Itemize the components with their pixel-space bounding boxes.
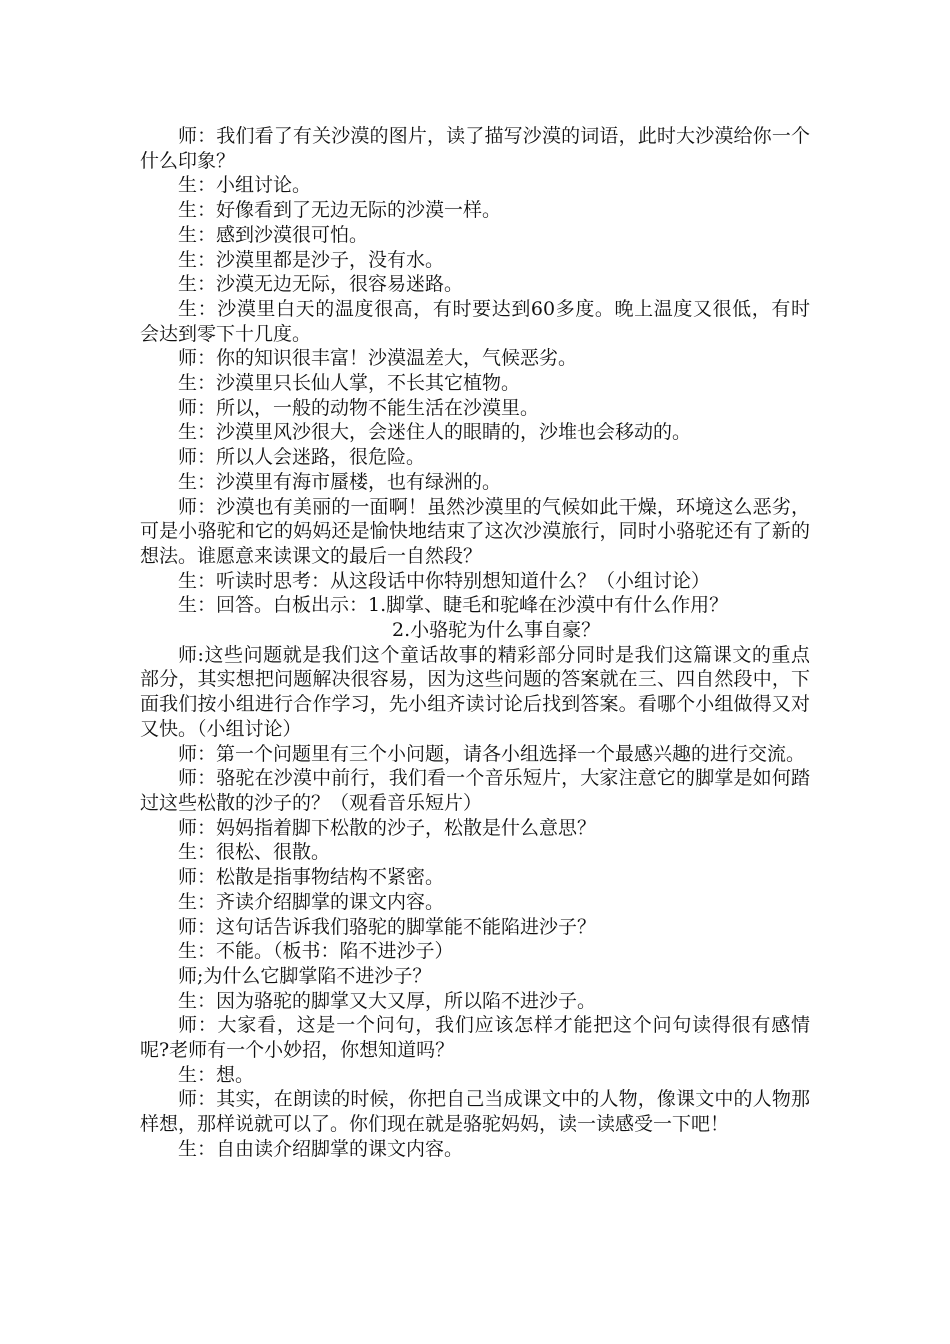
paragraph: 师：沙漠也有美丽的一面啊！虽然沙漠里的气候如此干燥，环境这么恶劣，可是小骆驼和它的妈妈还是愉快地结束了这次沙漠旅行，同时小骆驼还有了新的想法。谁愿意来读课文的最后一自然段？ bbox=[140, 495, 810, 567]
paragraph: 生：感到沙漠很可怕。 bbox=[178, 223, 369, 246]
paragraph: 生：沙漠里都是沙子，没有水。 bbox=[178, 248, 445, 271]
paragraph: 师：妈妈指着脚下松散的沙子，松散是什么意思？ bbox=[178, 816, 597, 839]
paragraph: 生：自由读介绍脚掌的课文内容。 bbox=[178, 1137, 464, 1160]
paragraph: 生：沙漠里白天的温度很高，有时要达到60多度。晚上温度又很低，有时会达到零下十几度。 bbox=[140, 297, 810, 345]
paragraph: 师:这些问题就是我们这个童话故事的精彩部分同时是我们这篇课文的重点部分，其实想把问题解决很容易，因为这些问题的答案就在三、四自然段中，下面我们按小组进行合作学习，先小组齐读讨论后找到答案。看哪个小组做得又对又快。（小组讨论） bbox=[140, 643, 810, 740]
paragraph: 生：很松、很散。 bbox=[178, 841, 331, 864]
paragraph: 师：大家看，这是一个问句，我们应该怎样才能把这个问句读得很有感情呢?老师有一个小妙招，你想知道吗？ bbox=[140, 1014, 810, 1062]
paragraph: 生：不能。（板书：陷不进沙子） bbox=[178, 940, 454, 963]
paragraph: 师：其实，在朗读的时候，你把自己当成课文中的人物，像课文中的人物那样想，那样说就可以了。你们现在就是骆驼妈妈，读一读感受一下吧！ bbox=[140, 1088, 810, 1136]
paragraph: 师：骆驼在沙漠中前行，我们看一个音乐短片，大家注意它的脚掌是如何踏过这些松散的沙子的？（观看音乐短片） bbox=[140, 767, 810, 814]
paragraph: 师：所以人会迷路，很危险。 bbox=[178, 446, 426, 469]
whiteboard-question-2: 2.小骆驼为什么事自豪？ bbox=[392, 619, 601, 642]
paragraph: 师：这句话告诉我们骆驼的脚掌能不能陷进沙子？ bbox=[178, 915, 597, 938]
paragraph: 生：沙漠里只长仙人掌，不长其它植物。 bbox=[178, 372, 521, 395]
paragraph: 师;为什么它脚掌陷不进沙子？ bbox=[178, 964, 432, 987]
paragraph: 生：回答。白板出示：1.脚掌、睫毛和驼峰在沙漠中有什么作用？ bbox=[178, 594, 729, 617]
paragraph: 师：松散是指事物结构不紧密。 bbox=[178, 866, 445, 889]
paragraph: 生：因为骆驼的脚掌又大又厚，所以陷不进沙子。 bbox=[178, 989, 597, 1012]
paragraph: 生：好像看到了无边无际的沙漠一样。 bbox=[178, 199, 502, 222]
document-page bbox=[140, 124, 810, 1162]
paragraph: 生：听读时思考：从这段话中你特别想知道什么？（小组讨论） bbox=[178, 569, 711, 592]
paragraph: 师：你的知识很丰富！沙漠温差大，气候恶劣。 bbox=[178, 347, 578, 370]
paragraph: 生：想。 bbox=[178, 1063, 255, 1086]
paragraph: 生：沙漠里风沙很大，会迷住人的眼睛的，沙堆也会移动的。 bbox=[178, 421, 692, 444]
paragraph: 生：小组讨论。 bbox=[178, 174, 312, 197]
paragraph: 生：沙漠无边无际，很容易迷路。 bbox=[178, 273, 464, 296]
paragraph: 师：第一个问题里有三个小问题，请各小组选择一个最感兴趣的进行交流。 bbox=[178, 742, 806, 765]
paragraph: 生：齐读介绍脚掌的课文内容。 bbox=[178, 890, 445, 913]
paragraph: 生：沙漠里有海市蜃楼，也有绿洲的。 bbox=[178, 470, 502, 493]
paragraph: 师：所以，一般的动物不能生活在沙漠里。 bbox=[178, 396, 540, 419]
paragraph: 师：我们看了有关沙漠的图片，读了描写沙漠的词语，此时大沙漠给你一个什么印象？ bbox=[140, 125, 810, 172]
